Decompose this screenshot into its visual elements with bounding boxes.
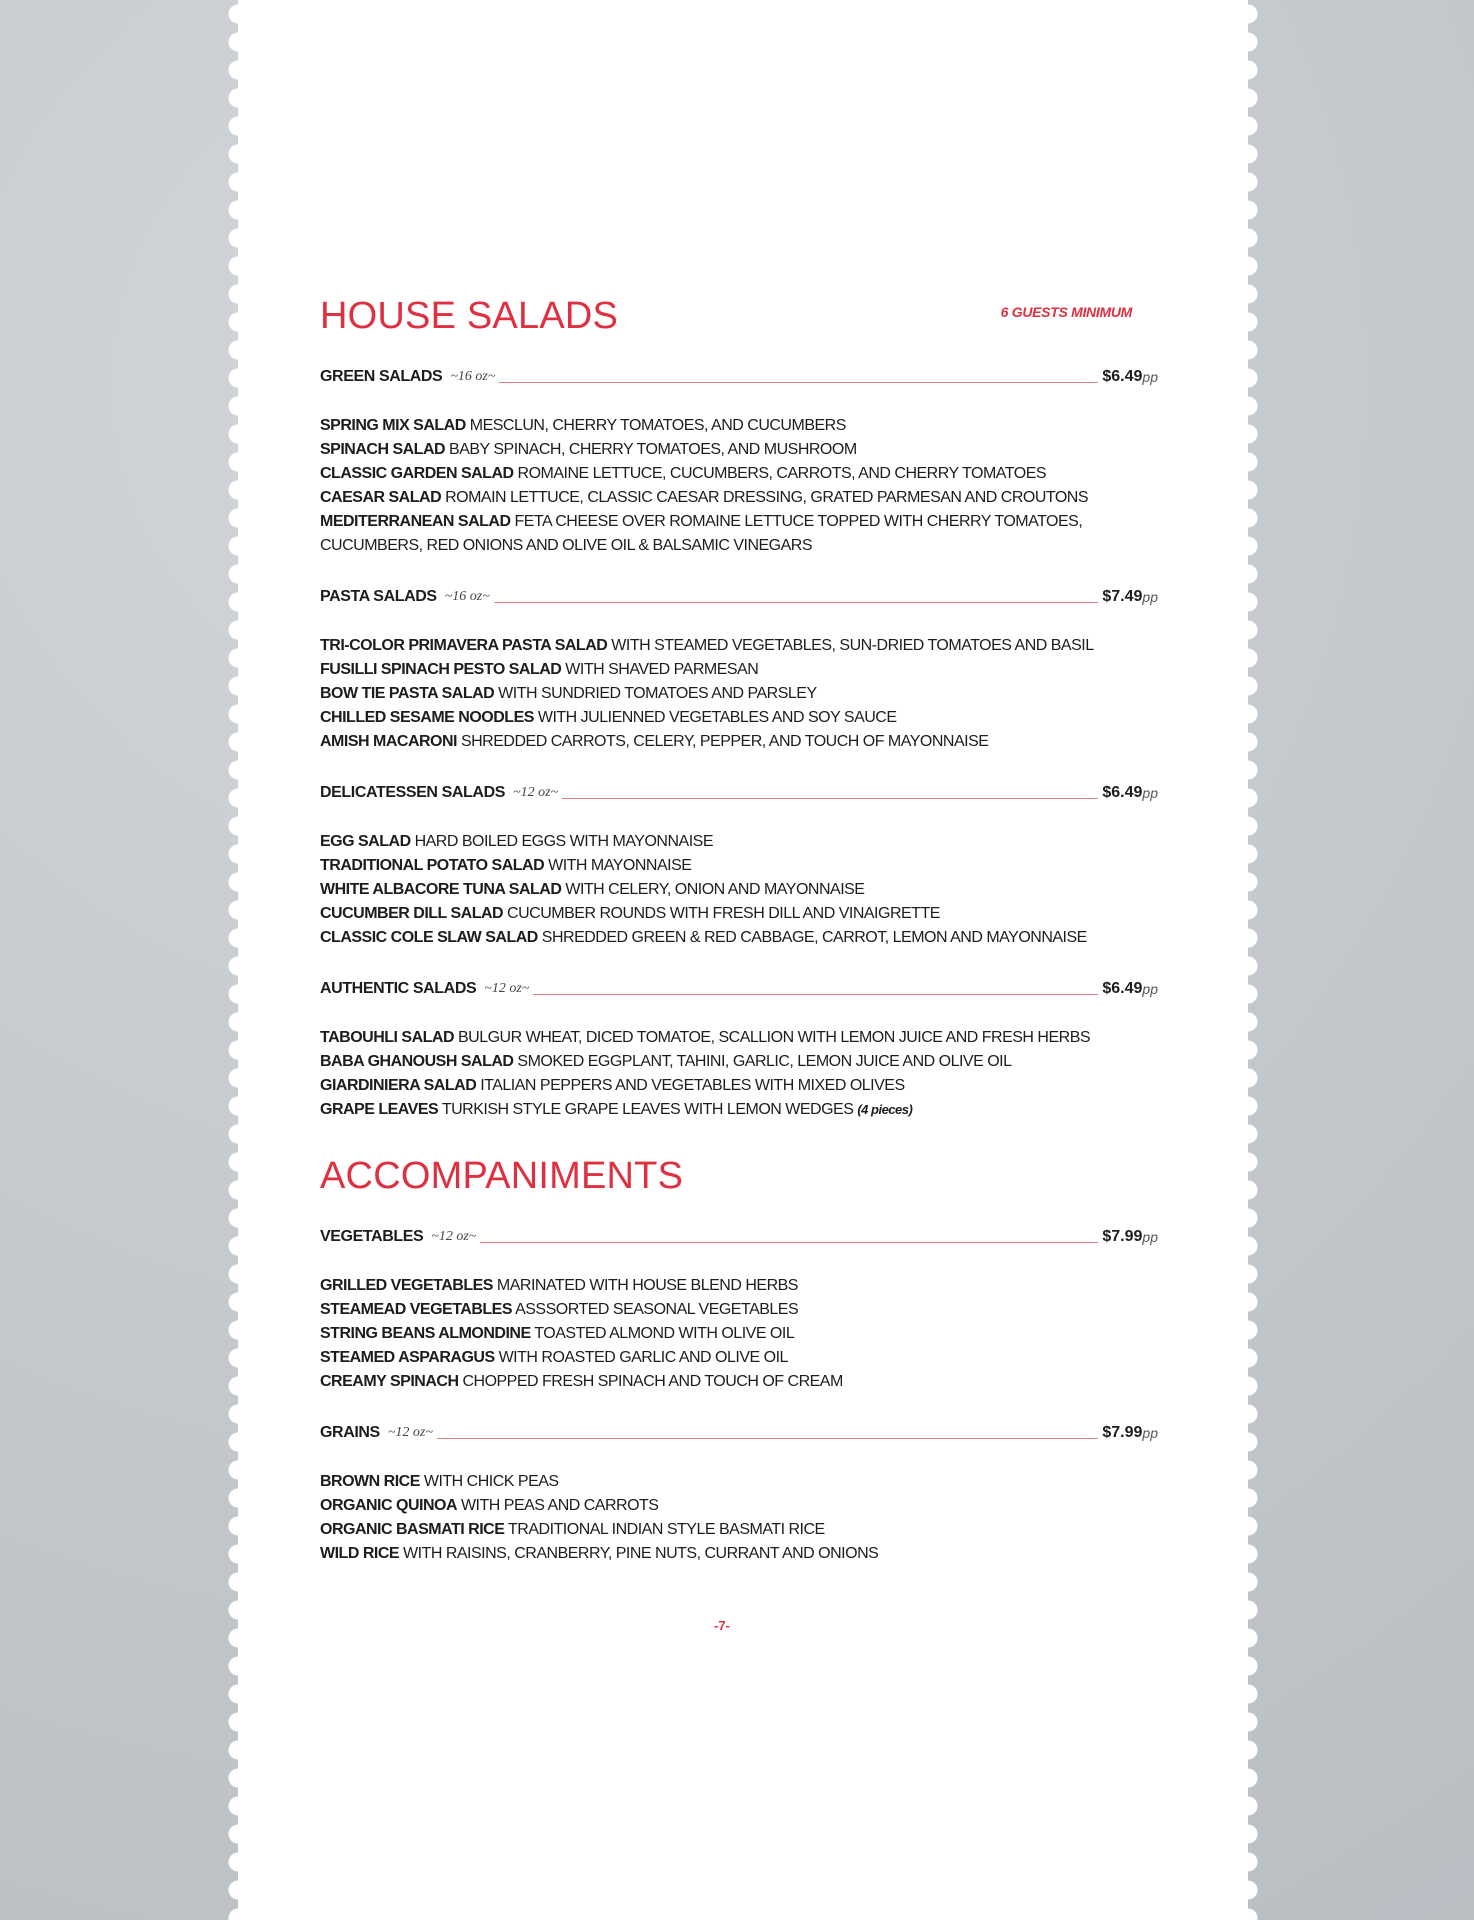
- item-quantity-note: (4 pieces): [857, 1102, 913, 1117]
- item-name: CLASSIC GARDEN SALAD: [320, 465, 514, 482]
- leader-line: [437, 1438, 1098, 1439]
- menu-item: [320, 510, 1158, 558]
- category-name: GRAINS: [320, 1424, 380, 1441]
- portion-size: ~16 oz~: [450, 369, 496, 384]
- menu-item: [320, 926, 1158, 950]
- item-name: ORGANIC QUINOA: [320, 1497, 457, 1514]
- category-header-green-salads: [320, 366, 1158, 388]
- item-description: TURKISH STYLE GRAPE LEAVES WITH LEMON WEDGES: [441, 1101, 854, 1118]
- menu-item: [320, 634, 1158, 658]
- menu-item: [320, 438, 1158, 462]
- menu-item: [320, 1470, 1158, 1494]
- category-header-delicatessen-salads: [320, 782, 1158, 804]
- item-description: SHREDDED GREEN & RED CABBAGE, CARROT, LEMON AND MAYONNAISE: [541, 929, 1087, 946]
- menu-item: [320, 1542, 1158, 1566]
- item-description: WITH PEAS AND CARROTS: [460, 1497, 659, 1514]
- menu-item: [320, 1494, 1158, 1518]
- item-name: STEAMED ASPARAGUS: [320, 1349, 495, 1366]
- category-name: DELICATESSEN SALADS: [320, 784, 506, 801]
- price-unit: pp: [1142, 981, 1158, 997]
- item-description: WITH SUNDRIED TOMATOES AND PARSLEY: [498, 685, 817, 702]
- item-name: CLASSIC COLE SLAW SALAD: [320, 929, 538, 946]
- menu-item: [320, 658, 1158, 682]
- menu-item: [320, 1074, 1158, 1098]
- category-price: $6.49: [1102, 368, 1143, 385]
- item-description: WITH STEAMED VEGETABLES, SUN-DRIED TOMATOES AND BASIL: [611, 637, 1094, 654]
- category-header-authentic-salads: [320, 978, 1158, 1000]
- item-name: WILD RICE: [320, 1545, 400, 1562]
- item-list-authentic-salads: [320, 1026, 1158, 1122]
- menu-item: [320, 706, 1158, 730]
- leader-line: [562, 798, 1098, 799]
- category-header-pasta-salads: [320, 586, 1158, 608]
- item-name: CREAMY SPINACH: [320, 1373, 459, 1390]
- guests-minimum-note: 6 GUESTS MINIMUM: [1000, 304, 1132, 320]
- menu-item: [320, 486, 1158, 510]
- menu-item: [320, 1518, 1158, 1542]
- menu-item: [320, 1322, 1158, 1346]
- item-name: EGG SALAD: [320, 833, 411, 850]
- price-unit: pp: [1142, 785, 1158, 801]
- leader-line: [499, 382, 1098, 383]
- item-list-grains: [320, 1470, 1158, 1566]
- menu-item: [320, 730, 1158, 754]
- accompaniments-heading: ACCOMPANIMENTS: [320, 1155, 684, 1197]
- item-description: WITH JULIENNED VEGETABLES AND SOY SAUCE: [537, 709, 897, 726]
- portion-size: ~16 oz~: [444, 589, 490, 604]
- item-description: BULGUR WHEAT, DICED TOMATOE, SCALLION WITH LEMON JUICE AND FRESH HERBS: [457, 1029, 1091, 1046]
- accompaniments-categories: [320, 1226, 1158, 1566]
- item-description: SHREDDED CARROTS, CELERY, PEPPER, AND TOUCH OF MAYONNAISE: [460, 733, 989, 750]
- item-description: WITH RAISINS, CRANBERRY, PINE NUTS, CURRANT AND ONIONS: [403, 1545, 879, 1562]
- item-description: WITH CHICK PEAS: [423, 1473, 559, 1490]
- page-number: -7-: [714, 1618, 730, 1633]
- section-title-accompaniments: [320, 1154, 1158, 1198]
- section-title-house-salads: [320, 290, 1158, 338]
- item-description: WITH SHAVED PARMESAN: [565, 661, 759, 678]
- item-name: STRING BEANS ALMONDINE: [320, 1325, 531, 1342]
- menu-item: [320, 1050, 1158, 1074]
- item-name: GRAPE LEAVES: [320, 1101, 439, 1118]
- scalloped-edge-left: [224, 0, 238, 1920]
- item-name: GRILLED VEGETABLES: [320, 1277, 493, 1294]
- item-description: WITH ROASTED GARLIC AND OLIVE OIL: [498, 1349, 788, 1366]
- category-name: PASTA SALADS: [320, 588, 437, 605]
- item-description: BABY SPINACH, CHERRY TOMATOES, AND MUSHROOM: [449, 441, 857, 458]
- portion-size: ~12 oz~: [387, 1425, 433, 1440]
- item-name: GIARDINIERA SALAD: [320, 1077, 477, 1094]
- menu-item: [320, 830, 1158, 854]
- category-name: VEGETABLES: [320, 1228, 424, 1245]
- house-salads-categories: [320, 366, 1158, 1122]
- category-price: $7.49: [1102, 588, 1143, 605]
- item-description: HARD BOILED EGGS WITH MAYONNAISE: [414, 833, 713, 850]
- item-description: CHOPPED FRESH SPINACH AND TOUCH OF CREAM: [462, 1373, 843, 1390]
- menu-item: [320, 414, 1158, 438]
- leader-line: [533, 994, 1098, 995]
- item-list-pasta-salads: [320, 634, 1158, 754]
- category-name: GREEN SALADS: [320, 368, 443, 385]
- item-description: FETA CHEESE OVER ROMAINE LETTUCE TOPPED WITH CHERRY TOMATOES, CUCUMBERS, RED ONIONS AND OLIVE OIL & BALSAMIC VINEGARS: [320, 513, 1083, 554]
- item-description: WITH MAYONNAISE: [548, 857, 692, 874]
- menu-item: [320, 682, 1158, 706]
- category-price: $6.49: [1102, 784, 1143, 801]
- item-list-green-salads: [320, 414, 1158, 558]
- price-unit: pp: [1142, 1229, 1158, 1245]
- item-description: SMOKED EGGPLANT, TAHINI, GARLIC, LEMON JUICE AND OLIVE OIL: [517, 1053, 1012, 1070]
- price-unit: pp: [1142, 589, 1158, 605]
- category-header-grains: [320, 1422, 1158, 1444]
- portion-size: ~12 oz~: [484, 981, 530, 996]
- item-name: BROWN RICE: [320, 1473, 420, 1490]
- item-description: ROMAINE LETTUCE, CUCUMBERS, CARROTS, AND CHERRY TOMATOES: [517, 465, 1047, 482]
- item-name: WHITE ALBACORE TUNA SALAD: [320, 881, 562, 898]
- price-unit: pp: [1142, 1425, 1158, 1441]
- item-name: AMISH MACARONI: [320, 733, 457, 750]
- item-description: ASSSORTED SEASONAL VEGETABLES: [515, 1301, 799, 1318]
- item-description: CUCUMBER ROUNDS WITH FRESH DILL AND VINAIGRETTE: [507, 905, 940, 922]
- menu-item: [320, 854, 1158, 878]
- menu-item: [320, 1346, 1158, 1370]
- portion-size: ~12 oz~: [431, 1229, 477, 1244]
- category-price: $6.49: [1102, 980, 1143, 997]
- item-list-delicatessen-salads: [320, 830, 1158, 950]
- menu-item: [320, 1274, 1158, 1298]
- item-name: FUSILLI SPINACH PESTO SALAD: [320, 661, 562, 678]
- menu-content: [320, 290, 1158, 1566]
- menu-item: [320, 462, 1158, 486]
- item-description: MESCLUN, CHERRY TOMATOES, AND CUCUMBERS: [469, 417, 846, 434]
- item-name: CAESAR SALAD: [320, 489, 442, 506]
- item-description: ITALIAN PEPPERS AND VEGETABLES WITH MIXED OLIVES: [480, 1077, 905, 1094]
- item-name: BOW TIE PASTA SALAD: [320, 685, 495, 702]
- item-name: TRADITIONAL POTATO SALAD: [320, 857, 545, 874]
- menu-item: [320, 1026, 1158, 1050]
- item-name: CHILLED SESAME NOODLES: [320, 709, 534, 726]
- house-salads-heading: HOUSE SALADS: [320, 295, 619, 337]
- menu-item: [320, 1098, 1158, 1122]
- category-price: $7.99: [1102, 1228, 1143, 1245]
- menu-item: [320, 1298, 1158, 1322]
- item-name: STEAMEAD VEGETABLES: [320, 1301, 512, 1318]
- category-name: AUTHENTIC SALADS: [320, 980, 477, 997]
- category-header-vegetables: [320, 1226, 1158, 1248]
- item-name: MEDITERRANEAN SALAD: [320, 513, 511, 530]
- item-description: TRADITIONAL INDIAN STYLE BASMATI RICE: [508, 1521, 825, 1538]
- item-description: WITH CELERY, ONION AND MAYONNAISE: [565, 881, 865, 898]
- item-description: TOASTED ALMOND WITH OLIVE OIL: [534, 1325, 795, 1342]
- portion-size: ~12 oz~: [513, 785, 559, 800]
- item-description: ROMAIN LETTUCE, CLASSIC CAESAR DRESSING, GRATED PARMESAN AND CROUTONS: [445, 489, 1089, 506]
- menu-item: [320, 902, 1158, 926]
- item-description: MARINATED WITH HOUSE BLEND HERBS: [496, 1277, 798, 1294]
- item-name: SPINACH SALAD: [320, 441, 446, 458]
- item-name: TABOUHLI SALAD: [320, 1029, 455, 1046]
- item-name: SPRING MIX SALAD: [320, 417, 466, 434]
- menu-item: [320, 1370, 1158, 1394]
- menu-item: [320, 878, 1158, 902]
- item-name: TRI-COLOR PRIMAVERA PASTA SALAD: [320, 637, 608, 654]
- category-price: $7.99: [1102, 1424, 1143, 1441]
- leader-line: [480, 1242, 1098, 1243]
- item-name: ORGANIC BASMATI RICE: [320, 1521, 505, 1538]
- price-unit: pp: [1142, 369, 1158, 385]
- scalloped-edge-right: [1248, 0, 1262, 1920]
- item-name: CUCUMBER DILL SALAD: [320, 905, 504, 922]
- item-name: BABA GHANOUSH SALAD: [320, 1053, 514, 1070]
- leader-line: [494, 602, 1099, 603]
- item-list-vegetables: [320, 1274, 1158, 1394]
